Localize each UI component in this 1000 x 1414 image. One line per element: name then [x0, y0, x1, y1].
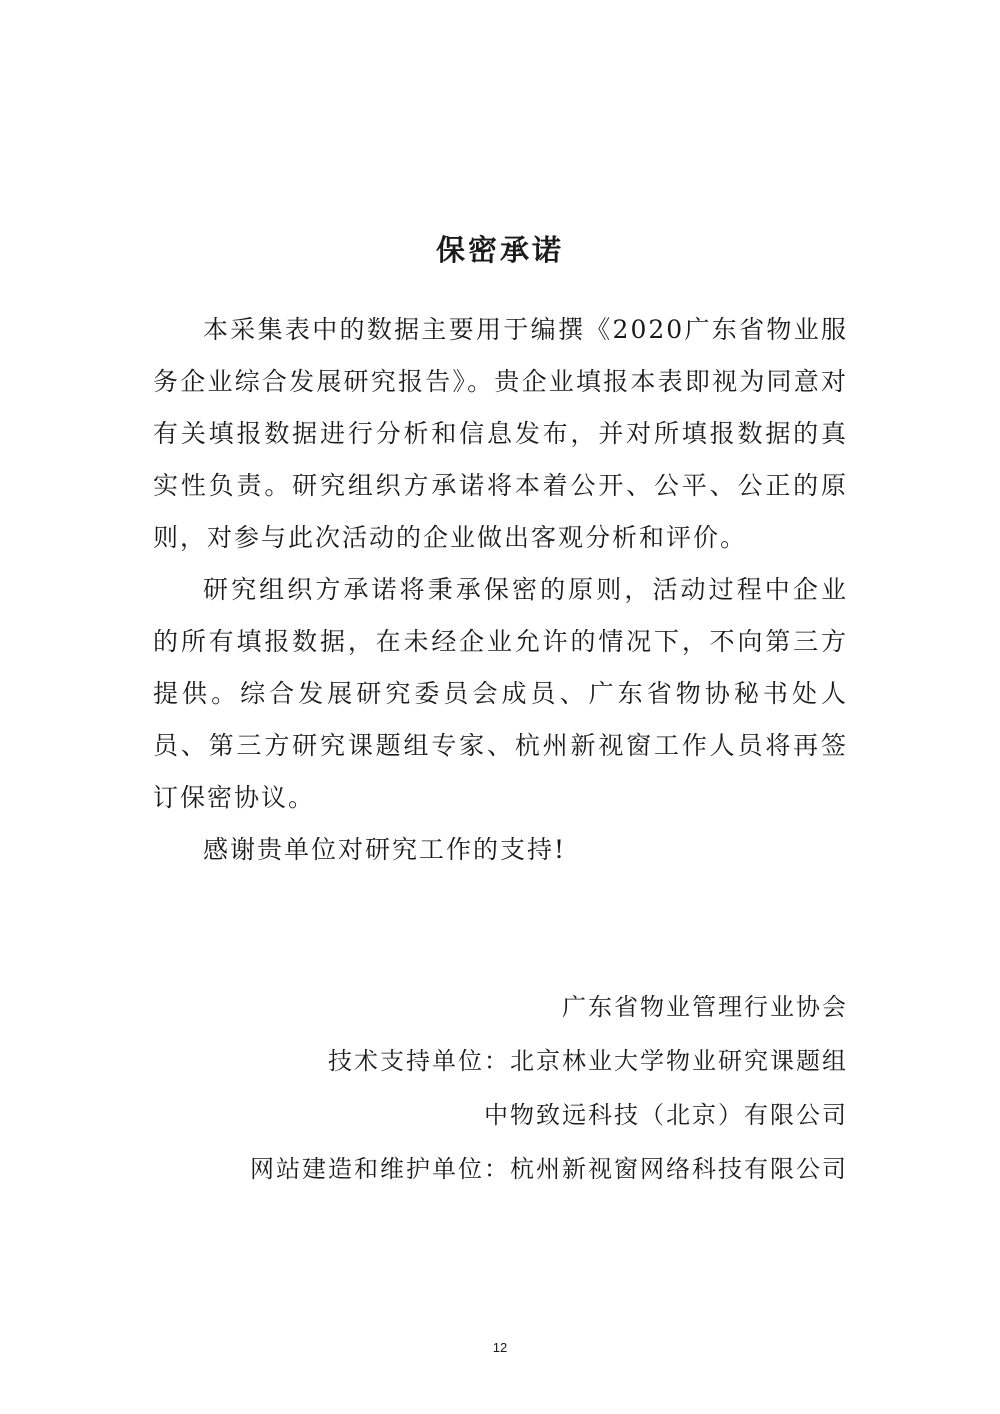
- paragraph-thanks: 感谢贵单位对研究工作的支持!: [203, 835, 567, 864]
- signature-website: 网站建造和维护单位：杭州新视窗网络科技有限公司: [250, 1155, 848, 1183]
- body-text: [153, 304, 848, 876]
- signature-association: 广东省物业管理行业协会: [562, 993, 848, 1021]
- signature-block: [148, 980, 848, 1196]
- page-title: 保密承诺: [435, 233, 564, 267]
- paragraph-confidentiality: 研究组织方承诺将秉承保密的原则，活动过程中企业的所有填报数据，在未经企业允许的情况下，不向第三方提供。综合发展研究委员会成员、广东省物协秘书处人员、第三方研究课题组专家、杭州新视窗工作人员将再签订保密协议。: [153, 575, 848, 812]
- page-number: 12: [492, 1340, 508, 1355]
- signature-tech-support: 技术支持单位：北京林业大学物业研究课题组: [328, 1047, 848, 1075]
- paragraph-purpose: 本采集表中的数据主要用于编撰《2020广东省物业服务企业综合发展研究报告》。贵企业填报本表即视为同意对有关填报数据进行分析和信息发布，并对所填报数据的真实性负责。研究组织方承诺将本着公开、公平、公正的原则，对参与此次活动的企业做出客观分析和评价。: [153, 315, 848, 552]
- signature-company: 中物致远科技（北京）有限公司: [484, 1101, 848, 1129]
